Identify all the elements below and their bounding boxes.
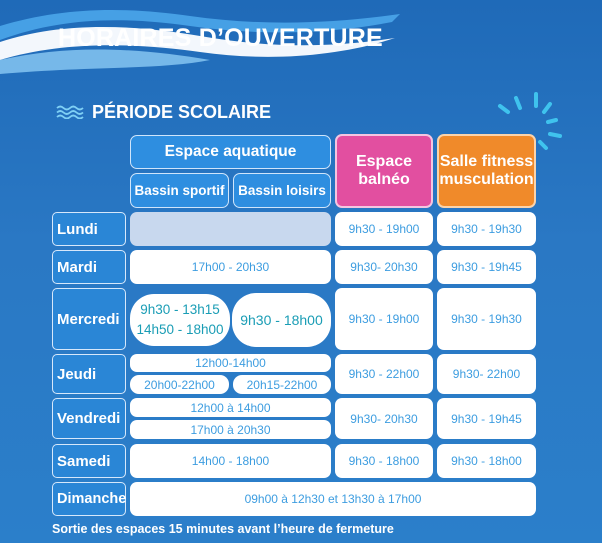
- day-label-dimanche: Dimanche: [52, 482, 126, 516]
- header-fitness-label: Salle fitness musculation: [439, 153, 534, 188]
- fitness-hours-lundi: 9h30 - 19h30: [437, 212, 536, 246]
- header-balneo-label: Espace balnéo: [355, 153, 413, 188]
- all-spaces-hours-dimanche: 09h00 à 12h30 et 13h30 à 17h00: [130, 482, 536, 516]
- fitness-hours-mardi: 9h30 - 19h45: [437, 250, 536, 284]
- leisure-hours-mercredi: 9h30 - 18h00: [232, 293, 331, 347]
- header-aquatic-label: Espace aquatique: [164, 143, 297, 160]
- day-label-jeudi: Jeudi: [52, 354, 126, 394]
- balneo-hours-lundi: 9h30 - 19h00: [335, 212, 433, 246]
- aquatic-hours-jeudi: 12h00-14h00: [130, 354, 331, 372]
- section-title: [56, 100, 271, 124]
- header-leisure-pool: [233, 173, 331, 208]
- aquatic-hours-vendredi-1: 12h00 à 14h00: [130, 398, 331, 417]
- balneo-hours-mardi: 9h30- 20h30: [335, 250, 433, 284]
- sport-hours-jeudi: 20h00-22h00: [130, 375, 229, 394]
- fitness-hours-jeudi: 9h30- 22h00: [437, 354, 536, 394]
- header-sport-pool-label: Bassin sportif: [134, 183, 225, 198]
- day-label-mardi: Mardi: [52, 250, 126, 284]
- fitness-hours-mercredi: 9h30 - 19h30: [437, 288, 536, 350]
- balneo-hours-mercredi: 9h30 - 19h00: [335, 288, 433, 350]
- fitness-hours-samedi: 9h30 - 18h00: [437, 444, 536, 478]
- sport-hours-mercredi-2: 14h50 - 18h00: [136, 322, 224, 337]
- header-aquatic: [130, 135, 331, 169]
- day-label-lundi: Lundi: [52, 212, 126, 246]
- header-leisure-pool-label: Bassin loisirs: [238, 183, 326, 198]
- aquatic-hours-samedi: 14h00 - 18h00: [130, 444, 331, 478]
- aquatic-closed-lundi: [130, 212, 331, 246]
- day-label-samedi: Samedi: [52, 444, 126, 478]
- section-title-text: PÉRIODE SCOLAIRE: [92, 101, 272, 122]
- sport-hours-mercredi: [130, 294, 230, 346]
- waves-icon: [56, 105, 84, 119]
- balneo-hours-vendredi: 9h30- 20h30: [335, 398, 433, 439]
- day-label-mercredi: Mercredi: [52, 288, 126, 350]
- header-balneo: [335, 134, 433, 208]
- balneo-hours-samedi: 9h30 - 18h00: [335, 444, 433, 478]
- header-fitness: [437, 134, 536, 208]
- sport-hours-mercredi-1: 9h30 - 13h15: [140, 302, 220, 317]
- page-title: HORAIRES D’OUVERTURE: [58, 24, 383, 52]
- aquatic-hours-mardi: 17h00 - 20h30: [130, 250, 331, 284]
- closing-note: Sortie des espaces 15 minutes avant l’heure de fermeture: [52, 522, 394, 536]
- header-sport-pool: [130, 173, 229, 208]
- day-label-vendredi: Vendredi: [52, 398, 126, 439]
- balneo-hours-jeudi: 9h30 - 22h00: [335, 354, 433, 394]
- aquatic-hours-vendredi-2: 17h00 à 20h30: [130, 420, 331, 439]
- fitness-hours-vendredi: 9h30 - 19h45: [437, 398, 536, 439]
- leisure-hours-jeudi: 20h15-22h00: [233, 375, 331, 394]
